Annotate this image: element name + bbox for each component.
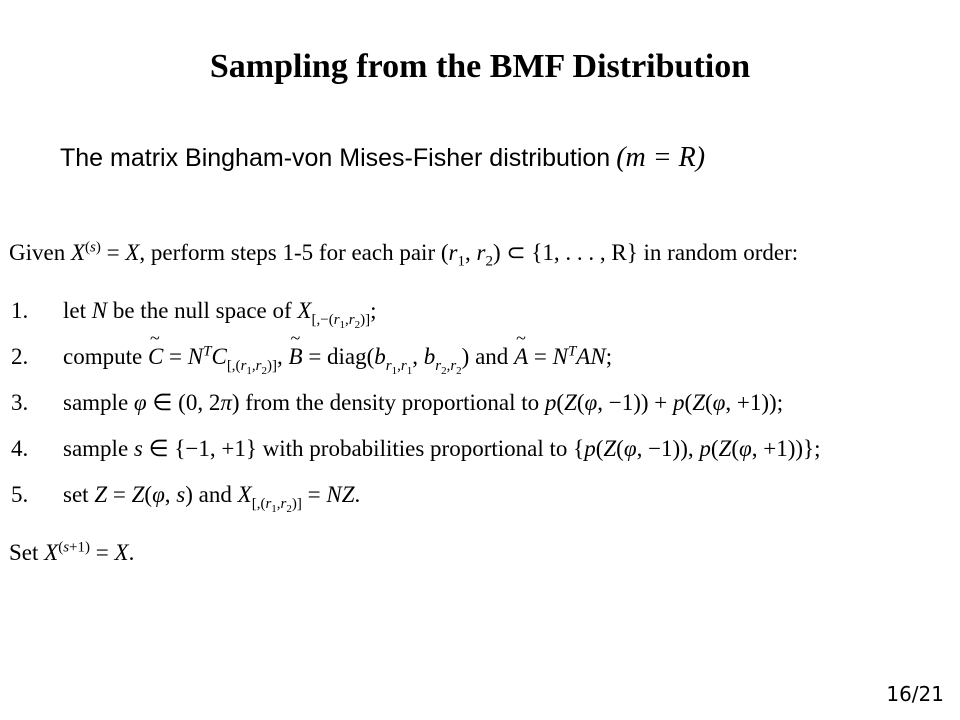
subtitle-math: (m = R): [616, 142, 706, 173]
slide-title: Sampling from the BMF Distribution: [209, 48, 751, 85]
subtitle-text: The matrix Bingham-von Mises-Fisher distribution: [60, 144, 611, 172]
step-2: 2. compute ~ $C = N^TC_{[,(r_1,r_2)]}$, ~ $B = diag(b_{r_1,r_1}$, $b_{r_2,r_2}$) and ~ $A = N^TAN$;: [9, 344, 612, 371]
step-1: 1. let N be the null space of $X_{[,-(r_1,r_2)]}$;: [11, 298, 377, 331]
step-3: 3. sample φ ∈ (0, 2π) from the density proportional to p(Z(φ, −1)) + p(Z(φ, +1));: [11, 390, 784, 415]
set-line: Set $X^{(s+1)} = X$.: [9, 539, 135, 565]
page-number: 16/21: [886, 682, 944, 706]
given-line: Given $X^{(s)} = X$, perform steps 1-5 for each pair ($r_1$, $r_2$) ⊂ {1, . . . , R} in random order:: [9, 239, 799, 270]
slide-subtitle: [60, 142, 705, 174]
step-4: 4. sample s ∈ {−1, +1} with probabilities proportional to {p(Z(φ, −1)), p(Z(φ, +1))};: [11, 436, 821, 461]
step-5: 5. set Z = Z(φ, s) and $X_{[,(r_1,r_2)]}$ = NZ.: [11, 482, 361, 515]
